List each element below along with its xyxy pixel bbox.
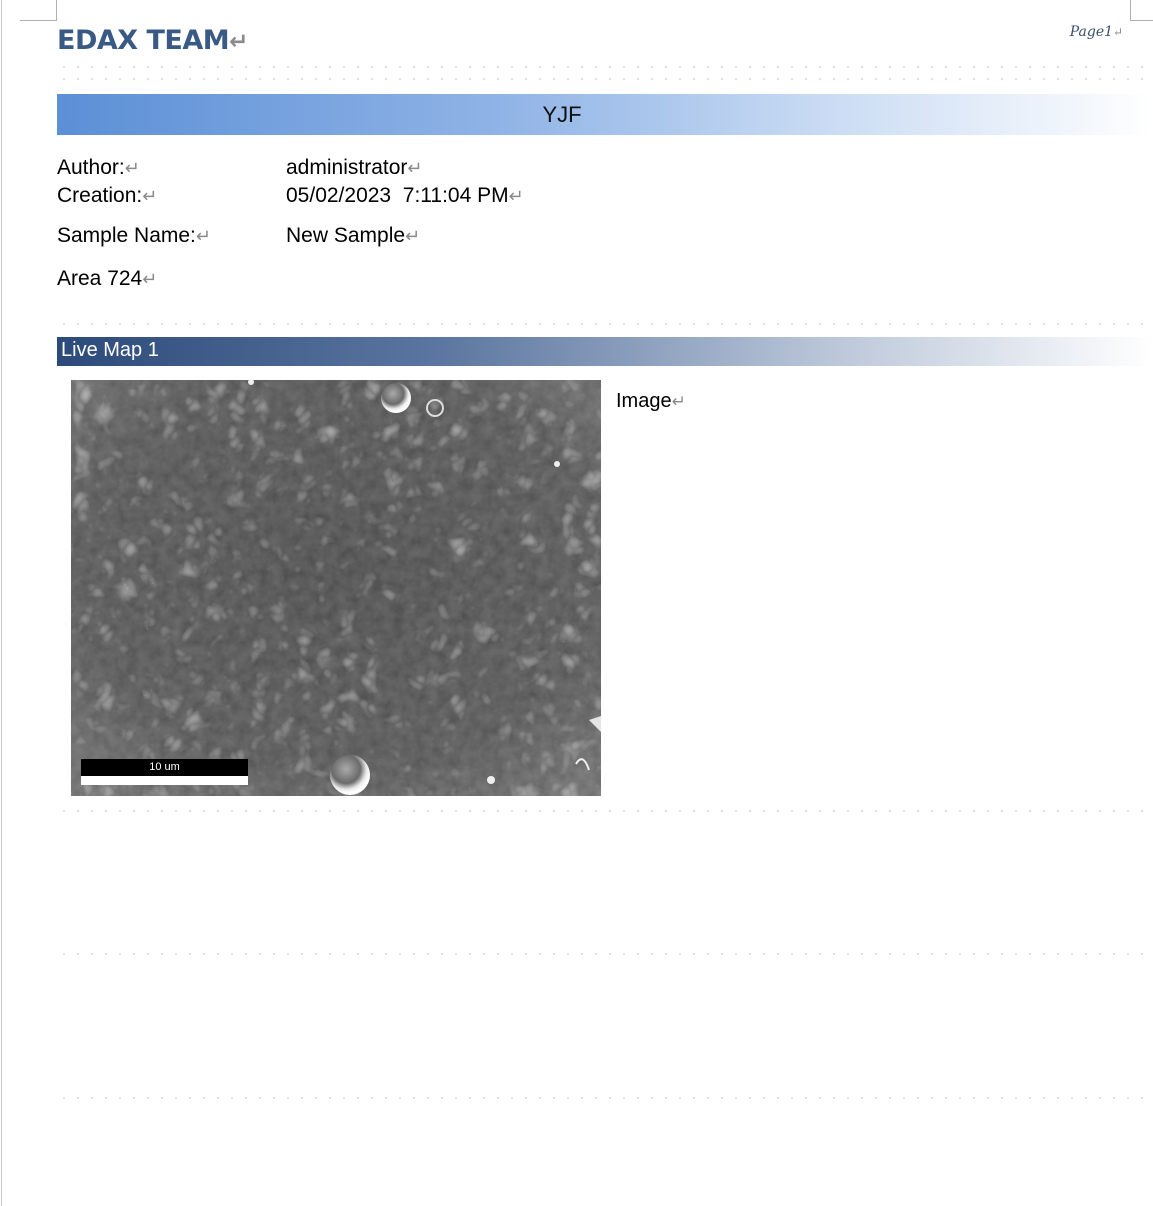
- page-number-text: Page1: [1069, 24, 1114, 40]
- scale-bar: [81, 759, 248, 785]
- grid-dots: [57, 66, 1147, 68]
- sem-texture: [71, 380, 601, 796]
- section-bar-live-map: [57, 337, 1153, 366]
- grid-dots: [57, 953, 1147, 955]
- sample-name-label[interactable]: [57, 224, 211, 248]
- crop-mark-top-right: [1130, 0, 1131, 20]
- area-label[interactable]: [57, 267, 157, 291]
- header-title-text: EDAX TEAM: [57, 25, 230, 56]
- header-title[interactable]: [57, 25, 248, 56]
- paragraph-mark-icon: ↵: [508, 186, 524, 206]
- section-title[interactable]: Live Map 1: [61, 339, 159, 361]
- author-value-text: administrator: [286, 156, 408, 179]
- paragraph-mark-icon: ↵: [405, 226, 421, 246]
- page-number[interactable]: [1070, 24, 1123, 40]
- paragraph-mark-icon: ↵: [229, 29, 248, 55]
- paragraph-mark-icon: ↵: [124, 158, 140, 178]
- creation-label[interactable]: [57, 184, 157, 208]
- creation-label-text: Creation:: [57, 184, 143, 207]
- crop-mark-top-left: [20, 20, 57, 21]
- paragraph-mark-icon: ↵: [671, 392, 686, 411]
- scale-bar-white-strip: [81, 776, 248, 785]
- page-edge: [1, 0, 2, 1206]
- grid-dots: [57, 78, 1147, 80]
- sem-micrograph-image[interactable]: [71, 380, 601, 796]
- crop-mark-top-right: [1130, 20, 1153, 21]
- creation-value-text: 05/02/2023 7:11:04 PM: [286, 184, 509, 207]
- author-value[interactable]: [286, 156, 422, 180]
- paragraph-mark-icon: ↵: [407, 158, 423, 178]
- sample-name-label-text: Sample Name:: [57, 224, 196, 247]
- paragraph-mark-icon: ↵: [1113, 25, 1123, 39]
- paragraph-mark-icon: ↵: [142, 186, 158, 206]
- creation-value[interactable]: [286, 184, 524, 208]
- author-label-text: Author:: [57, 156, 125, 179]
- sample-name-value[interactable]: [286, 224, 420, 248]
- grid-dots: [57, 1097, 1147, 1099]
- image-caption[interactable]: [616, 390, 686, 413]
- image-caption-text: Image: [616, 390, 672, 412]
- author-label[interactable]: [57, 156, 140, 180]
- sample-name-value-text: New Sample: [286, 224, 406, 247]
- paragraph-mark-icon: ↵: [195, 226, 211, 246]
- report-title-bar: [57, 94, 1153, 135]
- report-title[interactable]: YJF: [542, 102, 582, 127]
- grid-dots: [57, 323, 1147, 325]
- area-label-text: Area 724: [57, 267, 143, 290]
- grid-dots: [57, 810, 1147, 812]
- paragraph-mark-icon: ↵: [142, 269, 158, 289]
- scale-bar-label: 10 um: [81, 759, 248, 776]
- crop-mark-top-left: [56, 0, 57, 20]
